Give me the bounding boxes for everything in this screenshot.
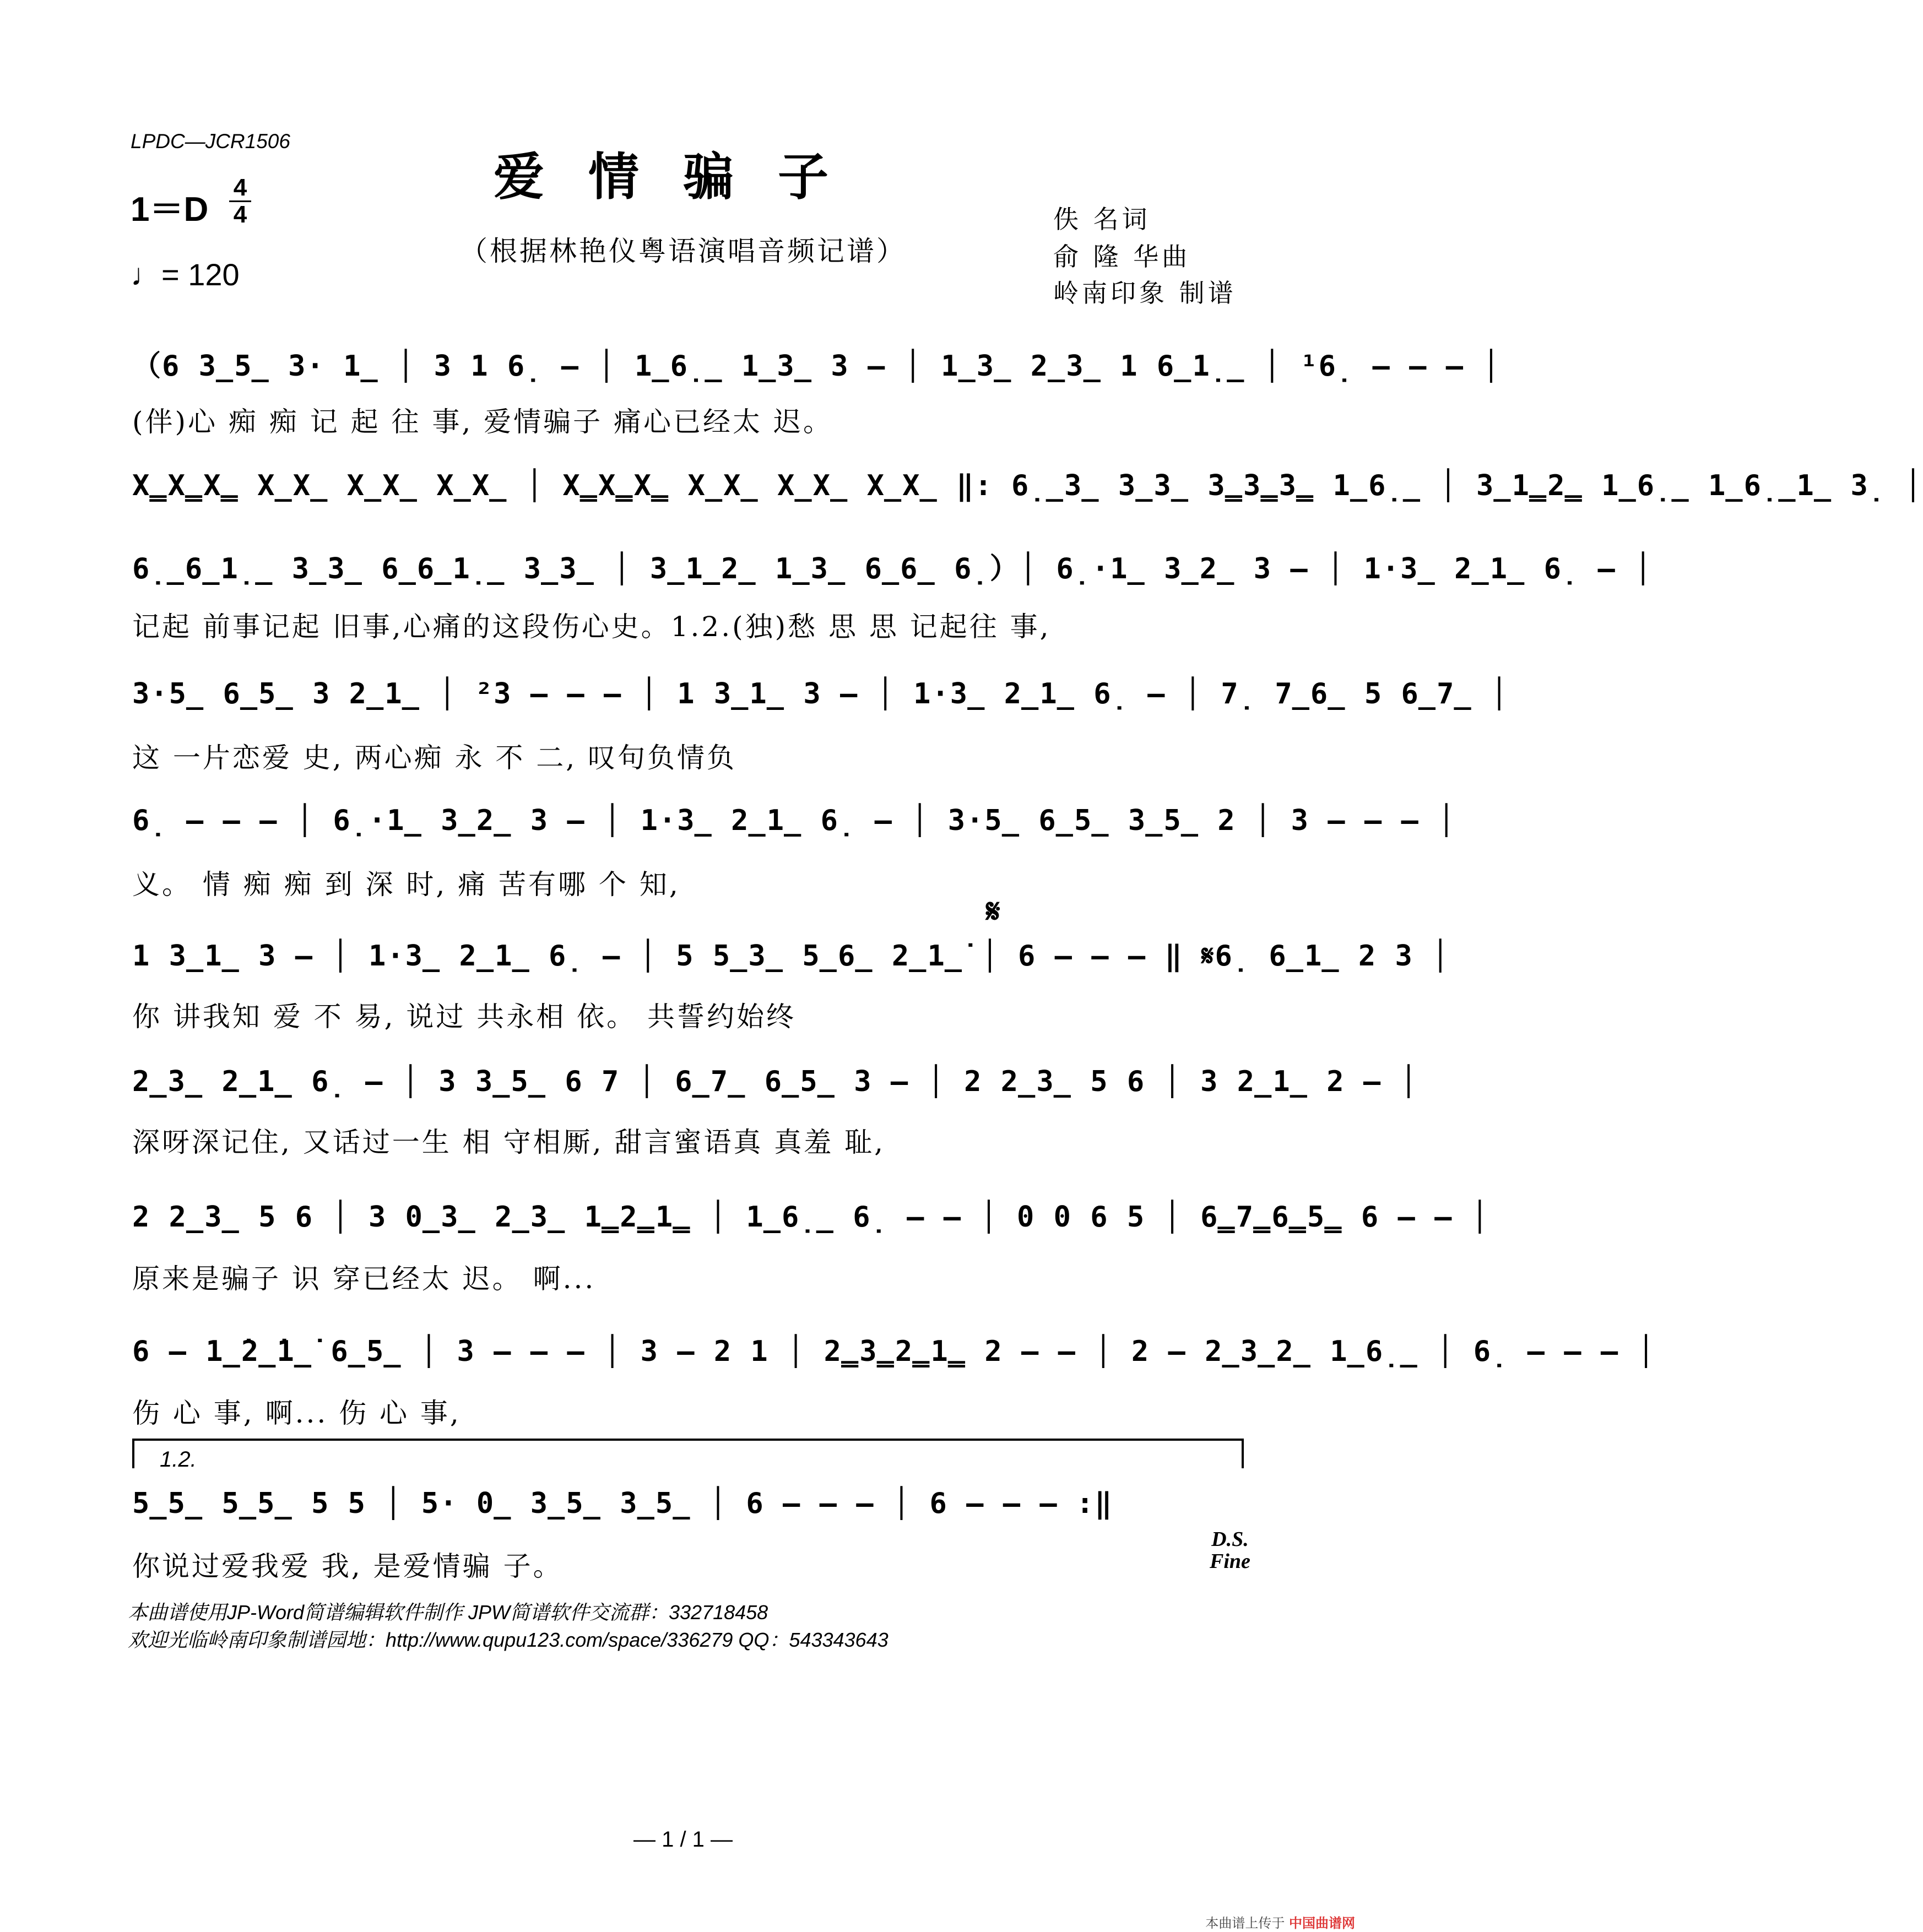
lyric-line-3: 记起 前事记起 旧事,心痛的这段伤心史。1.2.(独)愁 思 思 记起往 事, (132, 611, 1051, 643)
lyric-line-6: 你 讲我知 爱 不 易, 说过 共永相 依。 共誓约始终 (132, 1001, 797, 1033)
score-line-2: X̳X̳X̳ X̲X̲ X̲X̲ X̲X̲ │ X̳X̳X̳ X̲X̲ X̲X̲ X̲X̲ ‖: 6̣̲3̲ 3̲3̲ 3̳3̳3̳ 1̲6̣̲ │ 3̲1̳2̳ 1̲6̣̲ 1̲6̣̲1̲ 3̣ │ (132, 469, 1923, 502)
lyric-line-9: 伤 心 事, 啊... 伤 心 事, (132, 1397, 461, 1429)
ds-fine-marking (1210, 1528, 1250, 1572)
lyric-line-8: 原来是骗子 识 穿已经太 迟。 啊... (132, 1263, 596, 1295)
lyric-line-7: 深呀深记住, 又话过一生 相 守相厮, 甜言蜜语真 真羞 耻, (132, 1126, 886, 1158)
score-line-3: 6̣̲6̲1̣̲ 3̲3̲ 6̲6̲1̣̲ 3̲3̲ │ 3̲1̲2̲ 1̲3̲ 6̲6̲ 6̣）│ 6̣·1̲ 3̲2̲ 3 – │ 1·3̲ 2̲1̲ 6̣ – │ (132, 552, 1653, 585)
footer-line-2: 欢迎光临岭南印象制谱园地：http://www.qupu123.com/space/336279 QQ：543343643 (128, 1629, 889, 1651)
volta-bracket (132, 1439, 1244, 1468)
fine-label: Fine (1210, 1550, 1250, 1573)
key-signature: 1＝D (131, 191, 209, 229)
score-line-10: 5̲5̲ 5̲5̲ 5 5 │ 5· 0̲ 3̲5̲ 3̲5̲ │ 6 – – – │ 6 – – – :‖ (132, 1487, 1113, 1520)
score-line-4: 3·5̲ 6̲5̲ 3 2̲1̲ │ ²3 – – – │ 1 3̲1̲ 3 – │ 1·3̲ 2̲1̲ 6̣ – │ 7̣ 7̲6̲ 5 6̲7̲ │ (132, 677, 1509, 710)
volta-label: 1.2. (160, 1447, 197, 1472)
score-line-7: 2̲3̲ 2̲1̲ 6̣ – │ 3 3̲5̲ 6 7 │ 6̲7̲ 6̲5̲ 3 – │ 2 2̲3̲ 5 6 │ 3 2̲1̲ 2 – │ (132, 1065, 1418, 1098)
credit-lyricist: 佚 名词 (1053, 204, 1151, 234)
score-line-1: （6 3̲5̲ 3· 1̲ │ 3 1 6̣ – │ 1̲6̣̲ 1̲3̲ 3 – │ 1̲3̲ 2̲3̲ 1 6̲1̣̲ │ ¹6̣ – – – │ (132, 350, 1501, 383)
credit-transcriber: 岭南印象 制谱 (1053, 278, 1237, 308)
lyric-line-10: 你说过爱我爱 我, 是爱情骗 子。 (132, 1550, 563, 1582)
tempo-marking: ♩= 120 (131, 257, 240, 292)
ds-label: D.S. (1211, 1528, 1249, 1551)
time-signature (229, 175, 251, 227)
time-bottom: 4 (233, 201, 247, 228)
lyric-line-4: 这 一片恋爱 史, 两心痴 永 不 二, 叹句负情负 (132, 742, 737, 774)
watermark-text: 本曲谱上传于 (1205, 1915, 1285, 1931)
score-line-5: 6̣ – – – │ 6̣·1̲ 3̲2̲ 3 – │ 1·3̲ 2̲1̲ 6̣ – │ 3·5̲ 6̲5̲ 3̲5̲ 2 │ 3 – – – │ (132, 804, 1456, 837)
score-line-8: 2 2̲3̲ 5 6 │ 3 0̲3̲ 2̲3̲ 1̳2̳1̳ │ 1̲6̣̲ 6̣ – – │ 0 0 6 5 │ 6̳7̳6̳5̳ 6 – – │ (132, 1201, 1489, 1234)
subtitle: （根据林艳仪粤语演唱音频记谱） (460, 235, 906, 267)
score-line-6: 1 3̲1̲ 3 – │ 1·3̲ 2̲1̲ 6̣ – │ 5 5̲3̲ 5̲6̲ 2̲1̲̇ │ 6 – – – ‖ 𝄋6̣ 6̲1̲ 2 3 │ (132, 940, 1450, 973)
watermark-brand: 中国曲谱网 (1289, 1915, 1355, 1931)
score-code: LPDC—JCR1506 (131, 130, 290, 153)
segno-sign: 𝄋 (986, 892, 1000, 931)
page-number: — 1 / 1 — (633, 1827, 733, 1852)
footer-line-1: 本曲谱使用JP-Word简谱编辑软件制作 JPW简谱软件交流群：332718458 (128, 1601, 768, 1624)
time-top: 4 (233, 174, 247, 201)
score-line-9: 6 – 1̲̇2̲̇1̲̇ 6̲5̲ │ 3 – – – │ 3 – 2 1 │ 2̳3̳2̳1̳ 2 – – │ 2 – 2̲3̲2̲ 1̲6̣̲ │ 6̣ – – – │ (132, 1335, 1656, 1368)
lyric-line-1: (伴)心 痴 痴 记 起 往 事, 爱情骗子 痛心已经太 迟。 (132, 406, 833, 438)
page-title: 爱情骗子 (493, 147, 873, 207)
credit-composer: 俞 隆 华曲 (1053, 242, 1191, 272)
lyric-line-5: 义。 情 痴 痴 到 深 时, 痛 苦有哪 个 知, (132, 869, 680, 900)
watermark (1205, 1912, 1355, 1931)
